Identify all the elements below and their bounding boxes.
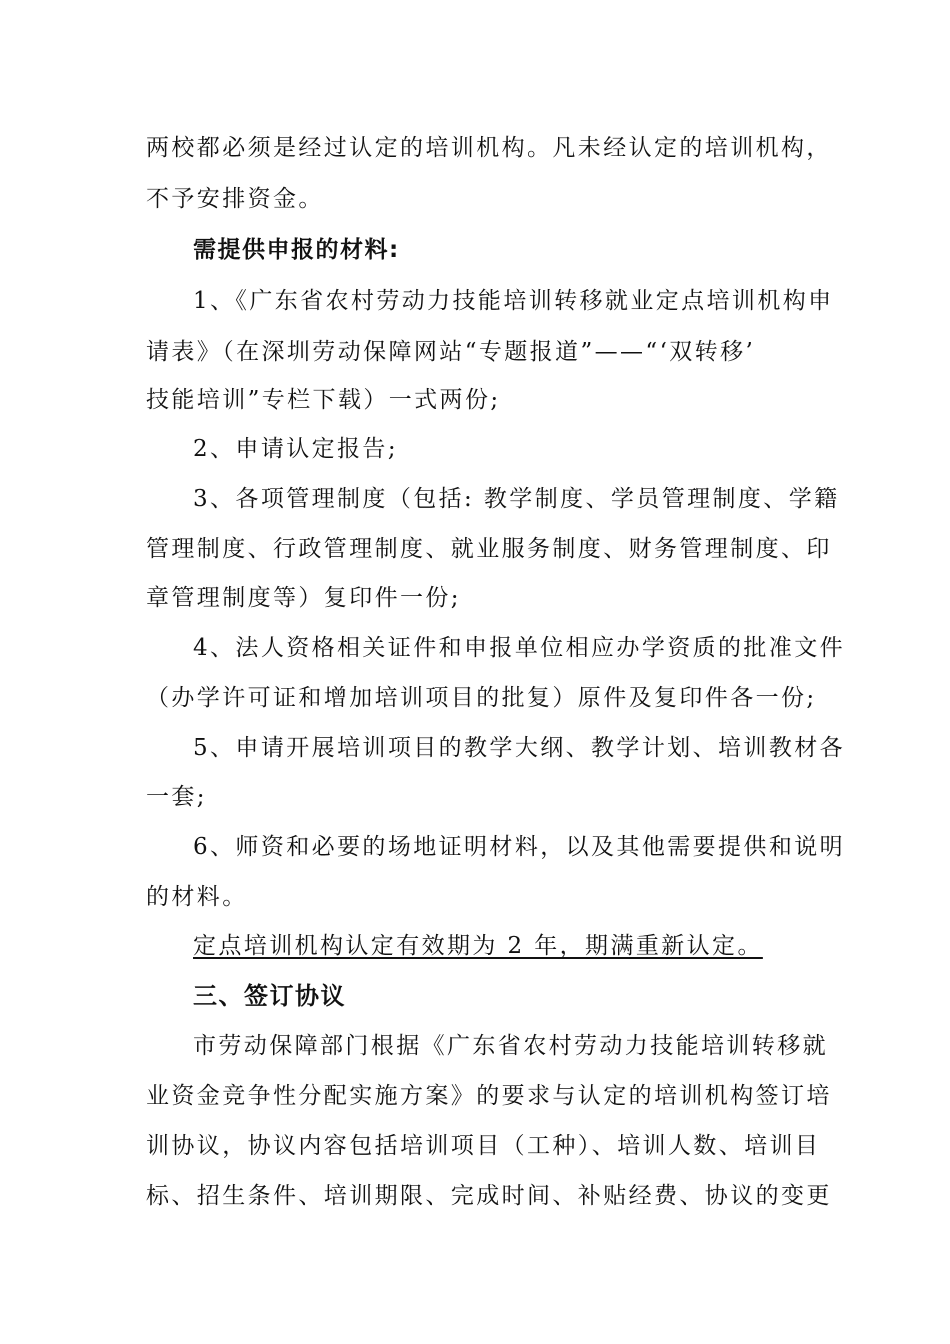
materials-heading: 需提供申报的材料: [193, 237, 400, 263]
list-item-line: 1、《广东省农村劳动力技能培训转移就业定点培训机构申 [193, 288, 834, 314]
section-body-line: 业资金竞争性分配实施方案》的要求与认定的培训机构签订培 [146, 1083, 832, 1109]
list-item-line: （办学许可证和增加培训项目的批复）原件及复印件各一份; [146, 685, 817, 711]
list-item-line: 2、申请认定报告; [193, 436, 398, 462]
section-body-line: 标、招生条件、培训期限、完成时间、补贴经费、协议的变更 [146, 1183, 832, 1209]
paragraph-line: 两校都必须是经过认定的培训机构。凡未经认定的培训机构， [146, 135, 832, 161]
section-body-line: 训协议，协议内容包括培训项目（工种）、培训人数、培训目 [146, 1133, 821, 1159]
list-item-line: 请表》（在深圳劳动保障网站“专题报道”——“‘双转移’ [146, 339, 756, 365]
list-item-line: 一套; [146, 784, 207, 810]
list-item-line: 3、各项管理制度（包括: 教学制度、学员管理制度、学籍 [193, 486, 840, 512]
section-heading: 三、签订协议 [193, 982, 346, 1010]
list-item-line: 管理制度、行政管理制度、就业服务制度、财务管理制度、印 [146, 536, 832, 562]
list-item-line: 5、申请开展培训项目的教学大纲、教学计划、培训教材各 [193, 735, 846, 761]
list-item-line: 章管理制度等）复印件一份; [146, 585, 461, 611]
list-item-line: 技能培训”专栏下载）一式两份; [146, 387, 501, 413]
validity-note: 定点培训机构认定有效期为 2 年，期满重新认定。 [193, 933, 763, 959]
section-body-line: 市劳动保障部门根据《广东省农村劳动力技能培训转移就 [193, 1033, 828, 1059]
list-item-line: 6、师资和必要的场地证明材料，以及其他需要提供和说明 [193, 834, 846, 860]
list-item-line: 的材料。 [146, 884, 248, 910]
paragraph-line: 不予安排资金。 [146, 186, 324, 212]
list-item-line: 4、法人资格相关证件和申报单位相应办学资质的批准文件 [193, 635, 846, 661]
